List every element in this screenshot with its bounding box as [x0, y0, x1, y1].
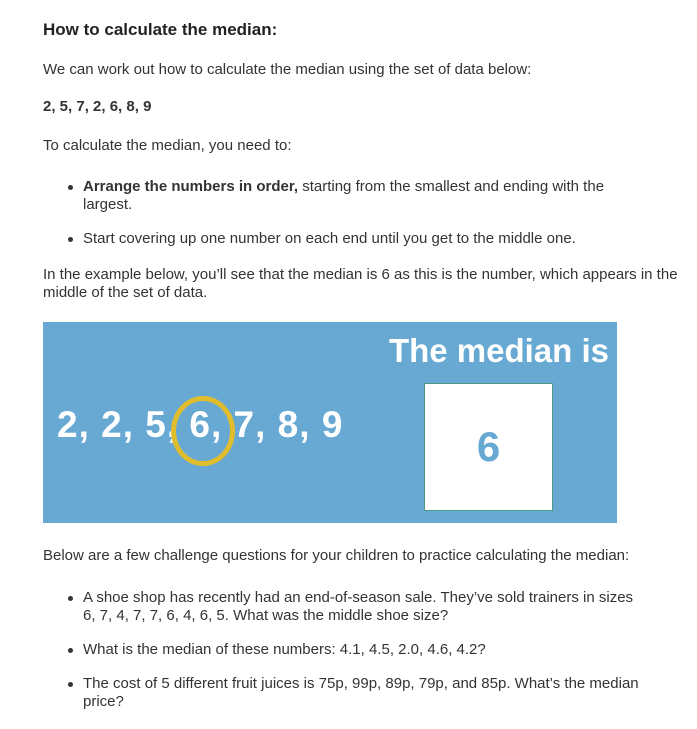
- list-item: A shoe shop has recently had an end-of-season sale. They’ve sold trainers in sizes 6, 7, 4, 7, 7, 6, 4, 6, 5. What was the middle shoe size?: [43, 589, 643, 625]
- step-text: Start covering up one number on each end until you get to the middle one.: [83, 230, 576, 247]
- heading: How to calculate the median:: [43, 20, 278, 39]
- median-figure: [43, 322, 617, 523]
- challenges-list: [43, 589, 643, 711]
- list-item: The cost of 5 different fruit juices is 75p, 99p, 89p, 79p, and 85p. What’s the median price?: [43, 675, 643, 711]
- figure-title: The median is: [388, 332, 609, 369]
- list-item: What is the median of these numbers: 4.1, 4.5, 2.0, 4.6, 4.2?: [43, 641, 643, 659]
- answer-box: 6: [424, 383, 553, 511]
- ordered-numbers: 2, 2, 5, 6, 7, 8, 9: [57, 404, 344, 445]
- step-bold: Arrange the numbers in order,: [83, 178, 299, 195]
- example-text: In the example below, you’ll see that the median is 6 as this is the number, which appears in the middle of the set of data.: [43, 266, 678, 301]
- step-text: starting from the smallest and ending with the largest.: [83, 178, 605, 213]
- list-item: [43, 178, 643, 214]
- highlight-circle: [171, 396, 235, 466]
- steps-list: [43, 178, 643, 248]
- data-set: 2, 5, 7, 2, 6, 8, 9: [43, 98, 152, 115]
- challenge-intro: Below are a few challenge questions for your children to practice calculating the median:: [43, 547, 630, 564]
- list-item: [43, 230, 643, 248]
- intro-text: We can work out how to calculate the median using the set of data below:: [43, 61, 532, 78]
- steps-intro: To calculate the median, you need to:: [43, 137, 292, 154]
